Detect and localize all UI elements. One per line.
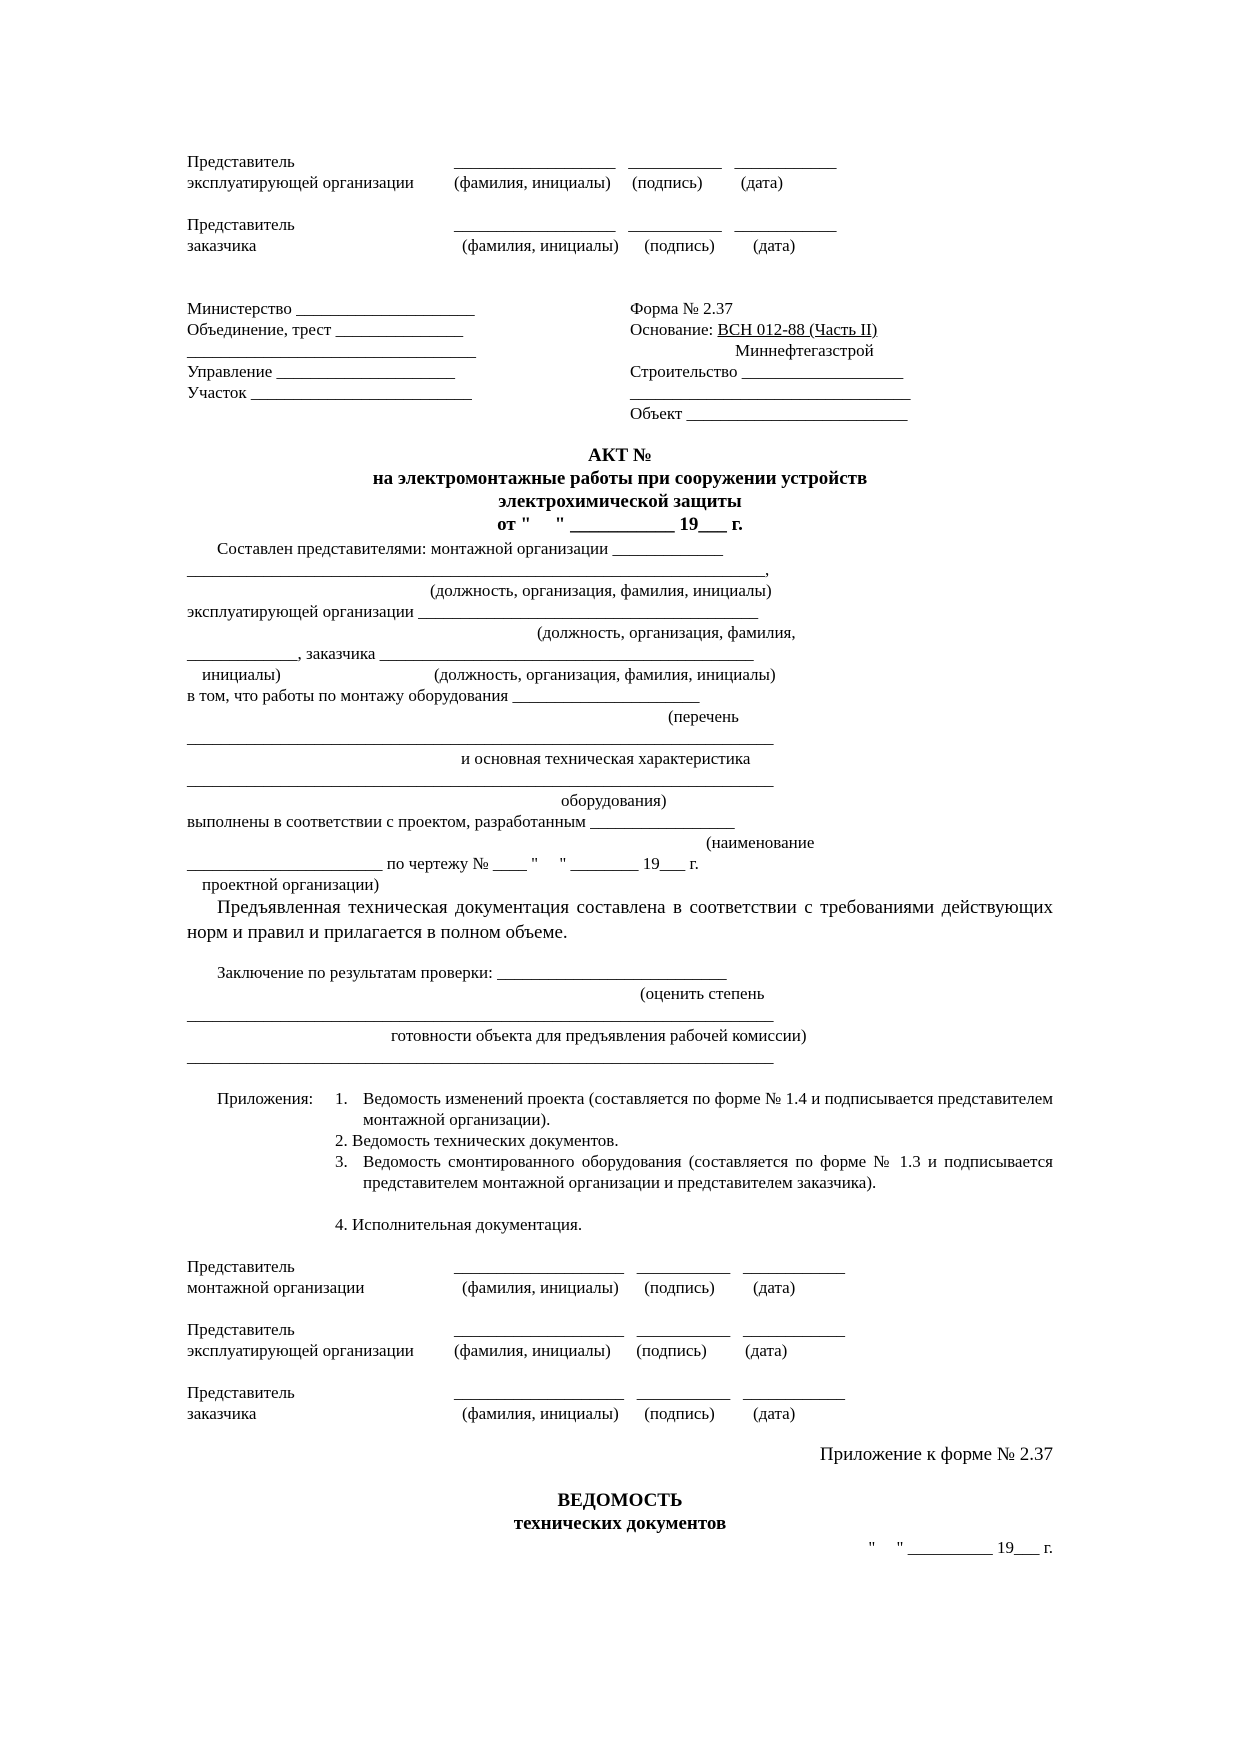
documentation-paragraph: Предъявленная техническая документация составлена в соответствии с требованиями действующих норм и правил и прилагается в полном объеме.: [187, 897, 1053, 943]
sig-bottom-3-captions: (фамилия, инициалы) (подпись) (дата): [462, 1404, 796, 1423]
basis: [630, 319, 877, 340]
attachment-note: Приложение к форме № 2.37: [819, 1444, 1053, 1465]
header-department: Управление _____________________: [187, 362, 456, 381]
body-line-4: эксплуатирующей организации ________________________________________: [187, 602, 759, 621]
appendix-1-text: Ведомость изменений проекта (составляется по форме № 1.4 и подписывается представителем монтажной организации).: [363, 1089, 1053, 1129]
body-line-6: _____________, заказчика ____________________________________________: [187, 644, 754, 663]
sig-top-2-role1: Представитель: [187, 215, 295, 234]
header-site: Участок __________________________: [187, 383, 472, 402]
basis-label: Основание:: [630, 320, 718, 339]
sig-bottom-1-role1: Представитель: [187, 1257, 295, 1276]
header-ministry: Министерство _____________________: [187, 299, 475, 318]
appendix-3-text: Ведомость смонтированного оборудования (составляется по форме № 1.3 и подписывается представителем монтажной организации и представителем заказчика).: [363, 1152, 1053, 1192]
sig-bottom-2-role2: эксплуатирующей организации: [187, 1341, 414, 1360]
body-line-12: _____________________________________________________________________: [187, 770, 774, 789]
sig-bottom-3-role1: Представитель: [187, 1383, 295, 1402]
body-line-11: и основная техническая характеристика: [461, 749, 751, 768]
sig-top-1-role2: эксплуатирующей организации: [187, 173, 414, 192]
appendix-1-number: 1.: [335, 1089, 348, 1108]
act-title: АКТ №: [587, 445, 652, 466]
sig-top-2-captions: (фамилия, инициалы) (подпись) (дата): [462, 236, 796, 255]
appendix-3-number: 3.: [335, 1152, 348, 1171]
body-line-3: (должность, организация, фамилия, инициалы): [430, 581, 772, 600]
statement-date: " " __________ 19___ г.: [868, 1538, 1053, 1557]
body-line-2: ____________________________________________________________________,: [187, 560, 770, 579]
header-association: Объединение, трест _______________: [187, 320, 464, 339]
header-right-blank: _________________________________: [630, 383, 911, 402]
appendices-label: Приложения:: [217, 1089, 314, 1108]
appendix-2: 2. Ведомость технических документов.: [335, 1131, 619, 1150]
act-date: от " " ___________ 19___ г.: [497, 514, 743, 535]
sig-bottom-1-lines: ____________________ ___________ ____________: [454, 1257, 845, 1276]
appendix-4: 4. Исполнительная документация.: [335, 1215, 583, 1234]
body-line-1: Составлен представителями: монтажной организации _____________: [217, 539, 723, 558]
sig-top-2-role2: заказчика: [187, 236, 257, 255]
body-line-9: (перечень: [668, 707, 739, 726]
sig-top-2-lines: ___________________ ___________ ____________: [454, 215, 837, 234]
conclusion-line-1: Заключение по результатам проверки: ___________________________: [217, 963, 727, 982]
conclusion-line-2: (оценить степень: [640, 984, 765, 1003]
form-number: Форма № 2.37: [630, 299, 733, 318]
conclusion-line-4: готовности объекта для предъявления рабочей комиссии): [391, 1026, 807, 1045]
sig-bottom-1-captions: (фамилия, инициалы) (подпись) (дата): [462, 1278, 796, 1297]
statement-title: ВЕДОМОСТЬ: [557, 1490, 683, 1511]
body-line-14: выполнены в соответствии с проектом, разработанным _________________: [187, 812, 735, 831]
sig-bottom-2-role1: Представитель: [187, 1320, 295, 1339]
body-line-5: (должность, организация, фамилия,: [537, 623, 796, 642]
act-subtitle-1: на электромонтажные работы при сооружении устройств: [372, 468, 868, 489]
conclusion-line-3: _____________________________________________________________________: [187, 1005, 774, 1024]
statement-subtitle: технических документов: [513, 1513, 727, 1534]
body-line-7b: (должность, организация, фамилия, инициалы): [434, 665, 776, 684]
sig-bottom-3-role2: заказчика: [187, 1404, 257, 1423]
body-line-16: _______________________ по чертежу № ____ " " ________ 19___ г.: [187, 854, 699, 873]
body-line-13: оборудования): [561, 791, 667, 810]
conclusion-line-5: _____________________________________________________________________: [187, 1047, 774, 1066]
sig-bottom-3-lines: ____________________ ___________ ____________: [454, 1383, 845, 1402]
body-line-8: в том, что работы по монтажу оборудования ______________________: [187, 686, 700, 705]
sig-top-1-lines: ___________________ ___________ ____________: [454, 152, 837, 171]
header-blank: __________________________________: [187, 341, 476, 360]
body-line-7a: инициалы): [202, 665, 281, 684]
act-subtitle-2: электрохимической защиты: [498, 491, 742, 512]
sig-top-1-role1: Представитель: [187, 152, 295, 171]
body-line-10: _____________________________________________________________________: [187, 728, 774, 747]
sig-bottom-1-role2: монтажной организации: [187, 1278, 365, 1297]
sig-bottom-2-lines: ____________________ ___________ ____________: [454, 1320, 845, 1339]
sig-bottom-2-captions: (фамилия, инициалы) (подпись) (дата): [454, 1341, 788, 1360]
basis-document: ВСН 012-88 (Часть II): [717, 320, 878, 339]
construction: Строительство ___________________: [630, 362, 904, 381]
ministry-name: Миннефтегазстрой: [735, 341, 874, 360]
sig-top-1-captions: (фамилия, инициалы) (подпись) (дата): [454, 173, 784, 192]
object: Объект __________________________: [630, 404, 908, 423]
body-line-15: (наименование: [706, 833, 815, 852]
body-line-17: проектной организации): [202, 875, 380, 894]
